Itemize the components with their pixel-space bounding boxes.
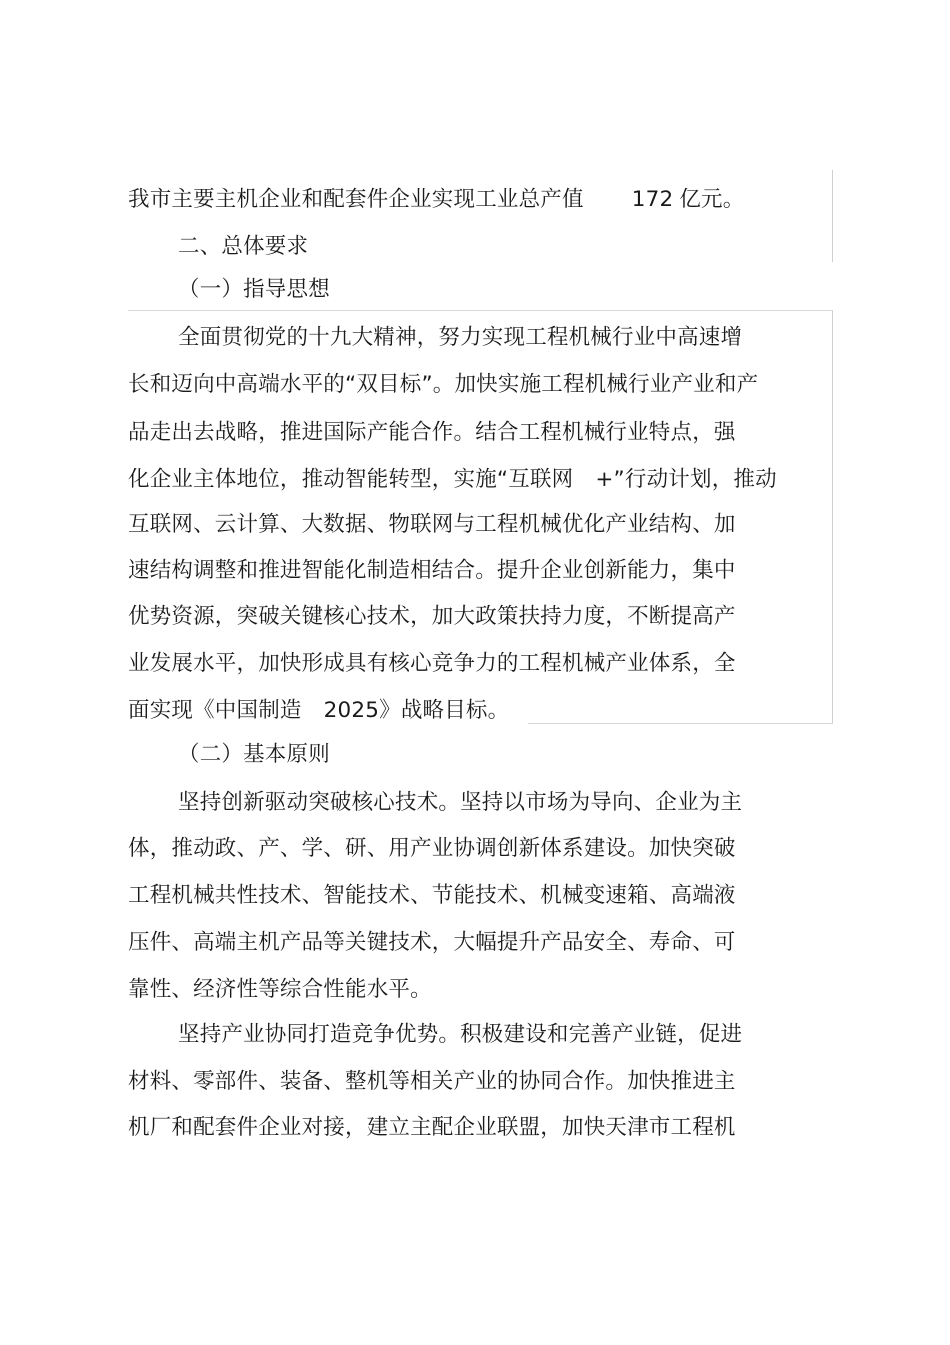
sub1-line: 业发展水平，加快形成具有核心竞争力的工程机械产业体系，全 (128, 651, 736, 676)
sub1-line-part: 化企业主体地位，推动智能转型，实施“互联网 (128, 467, 574, 492)
sub1-line: 优势资源，突破关键核心技术，加大政策扶持力度，不断提高产 (128, 604, 736, 629)
sub1-line-part: 面实现《中国制造 (128, 698, 302, 723)
sub1-line-part: +”行动计划，推动 (595, 467, 777, 492)
sub1-line (128, 696, 509, 726)
sub2-heading: （二）基本原则 (178, 742, 330, 767)
p1-line: 靠性、经济性等综合性能水平。 (128, 977, 432, 1002)
sub1-line (128, 465, 777, 495)
p2-line: 材料、零部件、装备、整机等相关产业的协同合作。加快推进主 (128, 1069, 736, 1094)
p1-line: 压件、高端主机产品等关键技术，大幅提升产品安全、寿命、可 (128, 930, 736, 955)
scan-rule-box-right (832, 310, 833, 724)
p2-line: 坚持产业协同打造竞争优势。积极建设和完善产业链，促进 (178, 1022, 743, 1047)
sub1-line: 全面贯彻党的十九大精神，努力实现工程机械行业中高速增 (178, 325, 743, 350)
sub1-line-part: 2025》战略目标。 (323, 698, 510, 723)
sub1-heading: （一）指导思想 (178, 277, 330, 302)
scan-rule-box-top (128, 310, 833, 311)
sub1-line: 互联网、云计算、大数据、物联网与工程机械优化产业结构、加 (128, 512, 736, 537)
intro-unit: 亿元。 (679, 187, 745, 212)
sub1-line: 品走出去战略，推进国际产能合作。结合工程机械行业特点，强 (128, 420, 736, 445)
intro-line (128, 185, 744, 215)
section-heading: 二、总体要求 (178, 234, 309, 259)
sub1-line: 速结构调整和推进智能化制造相结合。提升企业创新能力，集中 (128, 558, 736, 583)
p1-line: 体，推动政、产、学、研、用产业协调创新体系建设。加快突破 (128, 836, 736, 861)
sub1-line: 长和迈向中高端水平的“双目标”。加快实施工程机械行业产业和产 (128, 372, 759, 397)
p1-line: 坚持创新驱动突破核心技术。坚持以市场为导向、企业为主 (178, 790, 743, 815)
intro-text: 我市主要主机企业和配套件企业实现工业总产值 (128, 187, 584, 212)
scan-rule-top-right (832, 170, 833, 262)
p1-line: 工程机械共性技术、智能技术、节能技术、机械变速箱、高端液 (128, 883, 736, 908)
p2-line: 机厂和配套件企业对接，建立主配企业联盟，加快天津市工程机 (128, 1115, 736, 1140)
intro-value: 172 (631, 187, 674, 212)
scan-rule-box-bottom (528, 723, 833, 724)
